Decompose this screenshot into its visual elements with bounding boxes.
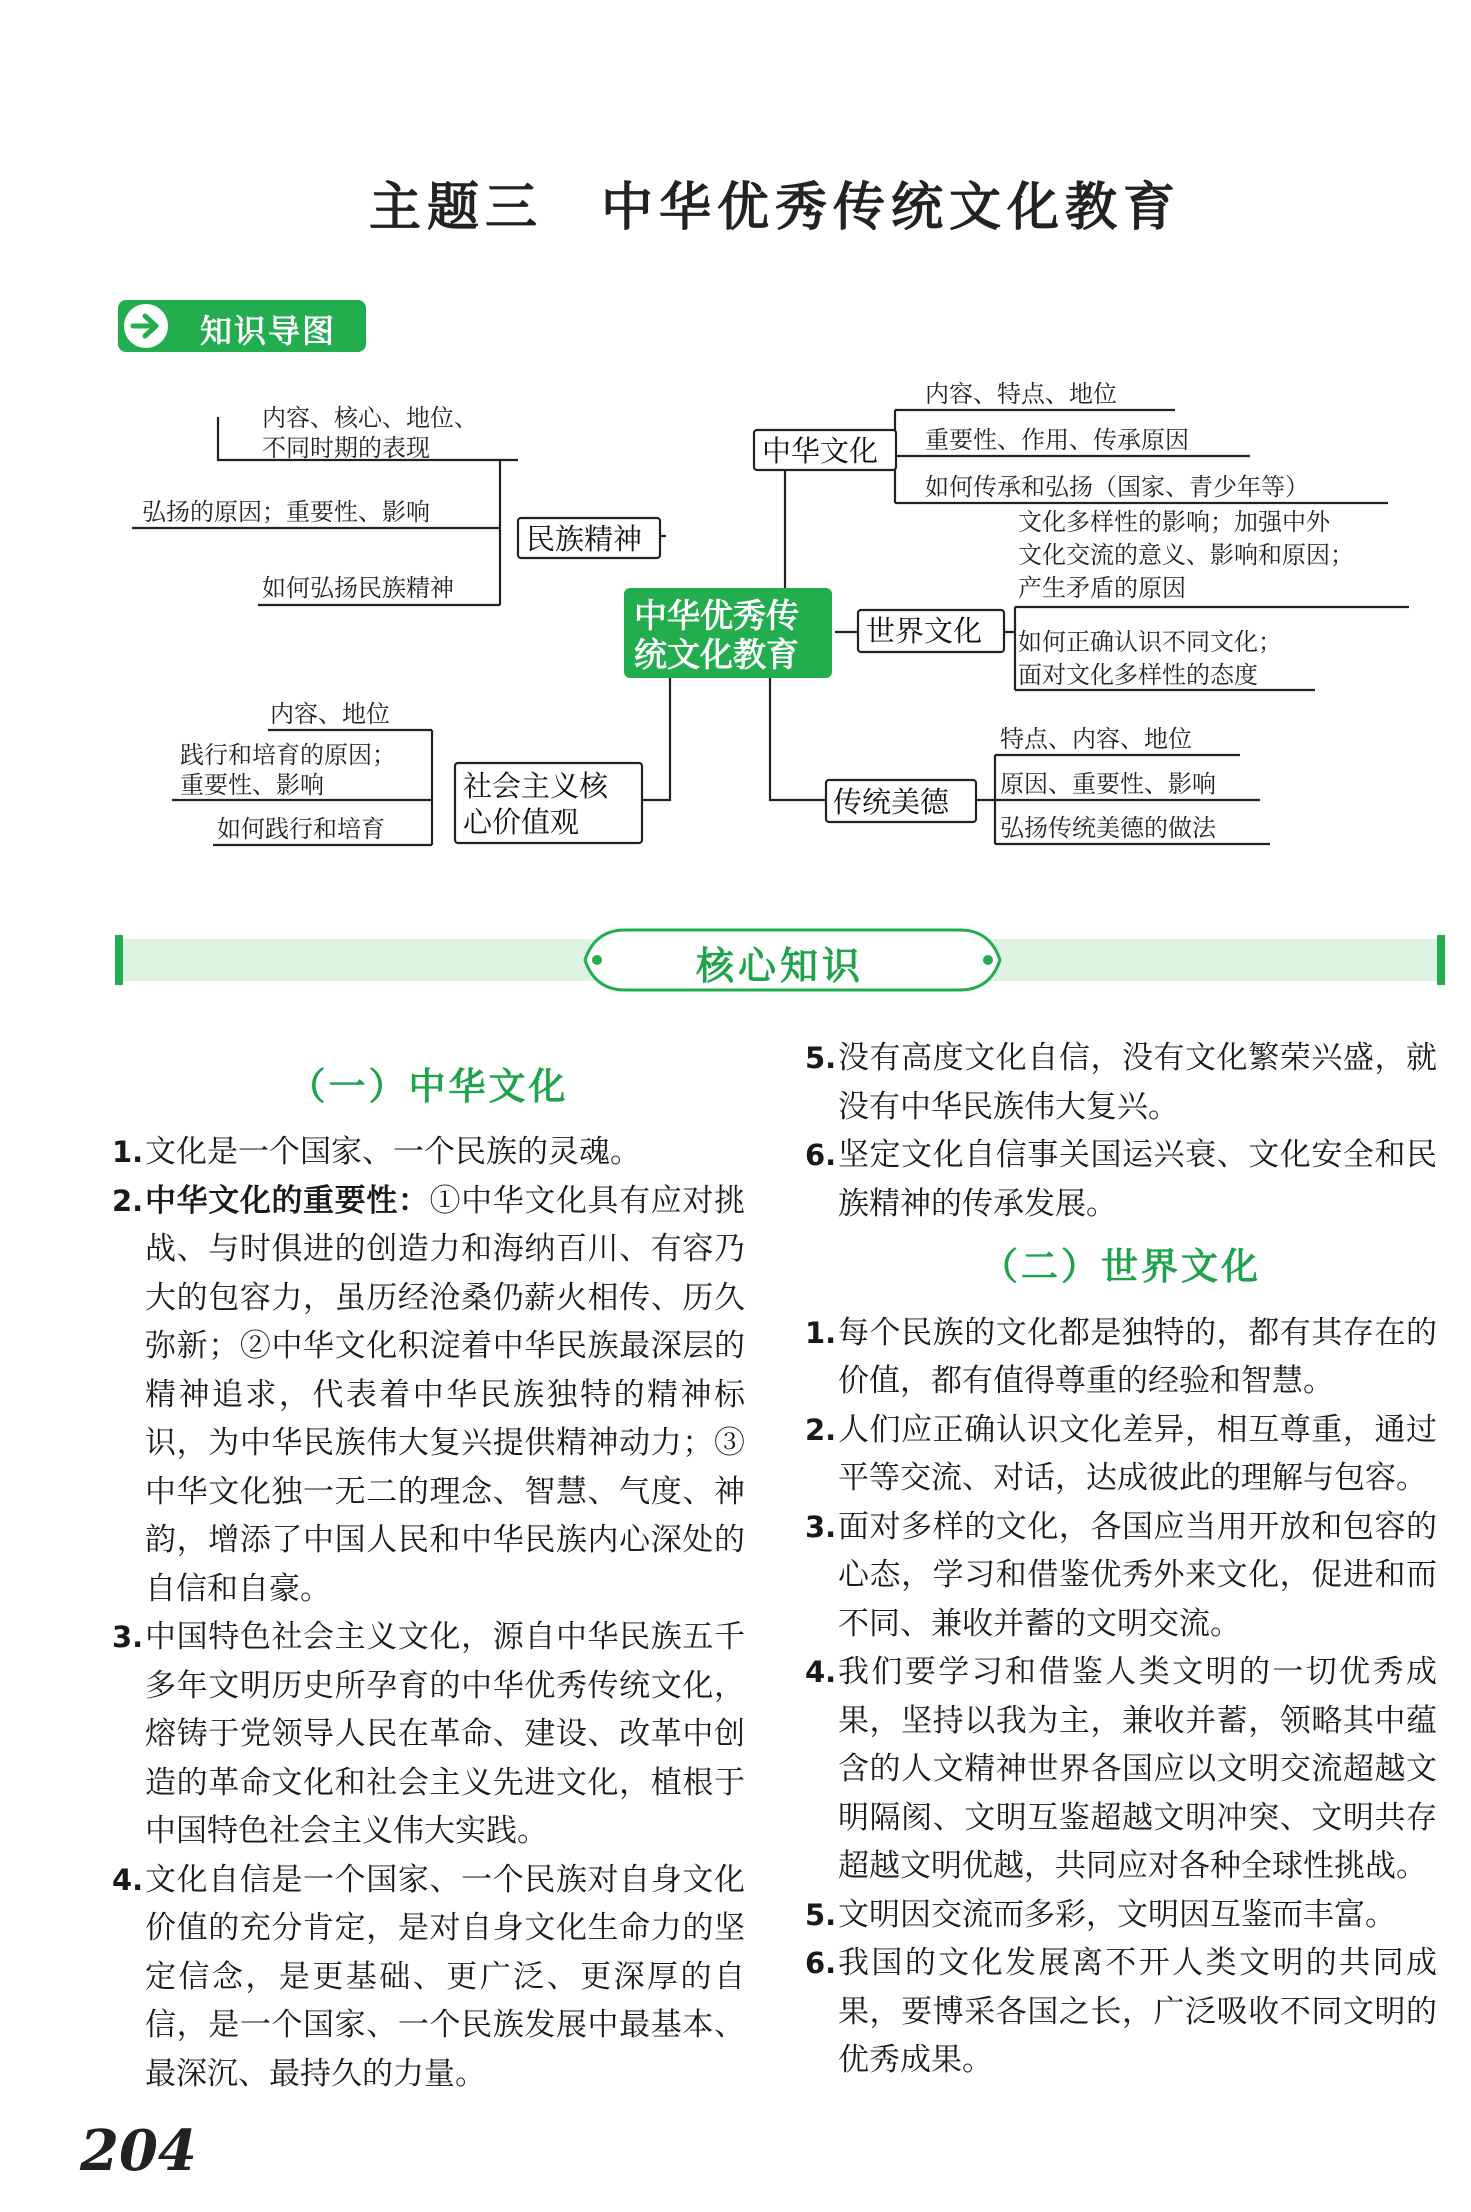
mm-shijie-line5: 面对文化多样性的态度 (1018, 661, 1258, 689)
list-item: 5. 没有高度文化自信，没有文化繁荣兴盛，就没有中华民族伟大复兴。 (805, 1040, 1437, 1125)
mm-shijie-line1: 文化多样性的影响；加强中外 (1018, 508, 1330, 536)
mm-minzu-box: 民族精神 (526, 522, 643, 556)
mm-shijie-box: 世界文化 (866, 614, 983, 648)
list-item: 3. 面对多样的文化，各国应当用开放和包容的心态，学习和借鉴优秀外来文化，促进和而不同、兼收并蓄的文明交流。 (805, 1508, 1437, 1642)
list-item: 1. 每个民族的文化都是独特的，都有其存在的价值，都有值得尊重的经验和智慧。 (805, 1314, 1437, 1399)
mm-zhonghua-box: 中华文化 (762, 434, 879, 468)
mm-chuantong-line1: 特点、内容、地位 (1000, 725, 1192, 753)
mm-zhonghua-line1: 内容、特点、地位 (925, 380, 1117, 408)
list-item: 5. 文明因交流而多彩，文明因互鉴而丰富。 (805, 1896, 1396, 1933)
mind-map (0, 360, 1471, 880)
list-item: 1. 文化是一个国家、一个民族的灵魂。 (112, 1134, 641, 1170)
left-column (112, 1128, 745, 2098)
list-item: 4. 我们要学习和借鉴人类文明的一切优秀成果，坚持以我为主，兼收并蓄，领略其中蕴含的人文精神世界各国应以文明交流超越文明隔阂、文明互鉴超越文明冲突、文明共存超越文明优越，共同应对各种全球性挑战。 (805, 1654, 1437, 1884)
knowledge-map-label: 知识导图 (200, 312, 337, 350)
mm-shehui-line4: 如何践行和培育 (217, 815, 385, 843)
section-title-world-culture: （二）世界文化 (981, 1244, 1261, 1288)
page-number: 204 (80, 2118, 197, 2184)
section-title-chinese-culture: （一）中华文化 (288, 1065, 569, 1108)
mm-shijie-line2: 文化交流的意义、影响和原因； (1018, 541, 1354, 569)
list-item: 4. 文化自信是一个国家、一个民族对自身文化价值的充分肯定，是对自身文化生命力的坚定信念，是更基础、更广泛、更深厚的自信，是一个国家、一个民族发展中最基本、最深沉、最持久的力量。 (112, 1861, 745, 2092)
mm-chuantong-line2: 原因、重要性、影响 (1000, 770, 1216, 798)
mm-shehui-line1: 内容、地位 (270, 700, 390, 728)
arrow-right-icon (124, 304, 168, 348)
mm-center-line1: 中华优秀传 (634, 596, 799, 635)
mm-minzu-line1: 内容、核心、地位、 (262, 404, 478, 432)
mm-shehui-line2: 践行和培育的原因； (180, 741, 396, 769)
mm-zhonghua-line2: 重要性、作用、传承原因 (925, 426, 1189, 454)
list-item: 6. 我国的文化发展离不开人类文明的共同成果，要博采各国之长，广泛吸收不同文明的优秀成果。 (805, 1945, 1437, 2078)
mm-chuantong-box: 传统美德 (833, 785, 950, 819)
mm-zhonghua-line3: 如何传承和弘扬（国家、青少年等） (925, 473, 1309, 501)
mm-center-line2: 统文化教育 (634, 635, 799, 674)
page-title: 主题三 中华优秀传统文化教育 (368, 178, 1181, 238)
mm-shijie-line3: 产生矛盾的原因 (1018, 574, 1186, 602)
mm-minzu-line2: 不同时期的表现 (262, 434, 430, 462)
list-item: 2. 人们应正确认识文化差异，相互尊重，通过平等交流、对话，达成彼此的理解与包容。 (805, 1411, 1437, 1496)
list-item: 2. 中华文化的重要性：①中华文化具有应对挑战、与时俱进的创造力和海纳百川、有容乃大的包容力，虽历经沧桑仍薪火相传、历久弥新；②中华文化积淀着中华民族最深层的精神追求，代表着中华民族独特的精神标识，为中华民族伟大复兴提供精神动力；③中华文化独一无二的理念、智慧、气度、神韵，增添了中国人民和中华民族内心深处的自信和自豪。 (112, 1182, 745, 1607)
knowledge-map-badge (118, 300, 366, 352)
item-heading: 中华文化的重要性： (145, 1182, 430, 1219)
mm-chuantong-line3: 弘扬传统美德的做法 (1000, 814, 1216, 842)
core-knowledge-label: 核心知识 (695, 944, 864, 988)
mm-shehui-box-line1: 社会主义核 (463, 769, 609, 803)
mm-shehui-box-line2: 心价值观 (463, 805, 580, 839)
mm-minzu-line4: 如何弘扬民族精神 (262, 574, 454, 602)
list-item: 3. 中国特色社会主义文化，源自中华民族五千多年文明历史所孕育的中华优秀传统文化，熔铸于党领导人民在革命、建设、改革中创造的革命文化和社会主义先进文化，植根于中国特色社会主义伟大实践。 (112, 1619, 745, 1849)
mm-minzu-line3: 弘扬的原因；重要性、影响 (142, 498, 430, 526)
mm-shehui-line3: 重要性、影响 (180, 771, 324, 799)
right-column (805, 1034, 1437, 2085)
mm-shijie-line4: 如何正确认识不同文化； (1018, 628, 1282, 656)
list-item: 6. 坚定文化自信事关国运兴衰、文化安全和民族精神的传承发展。 (805, 1137, 1437, 1222)
